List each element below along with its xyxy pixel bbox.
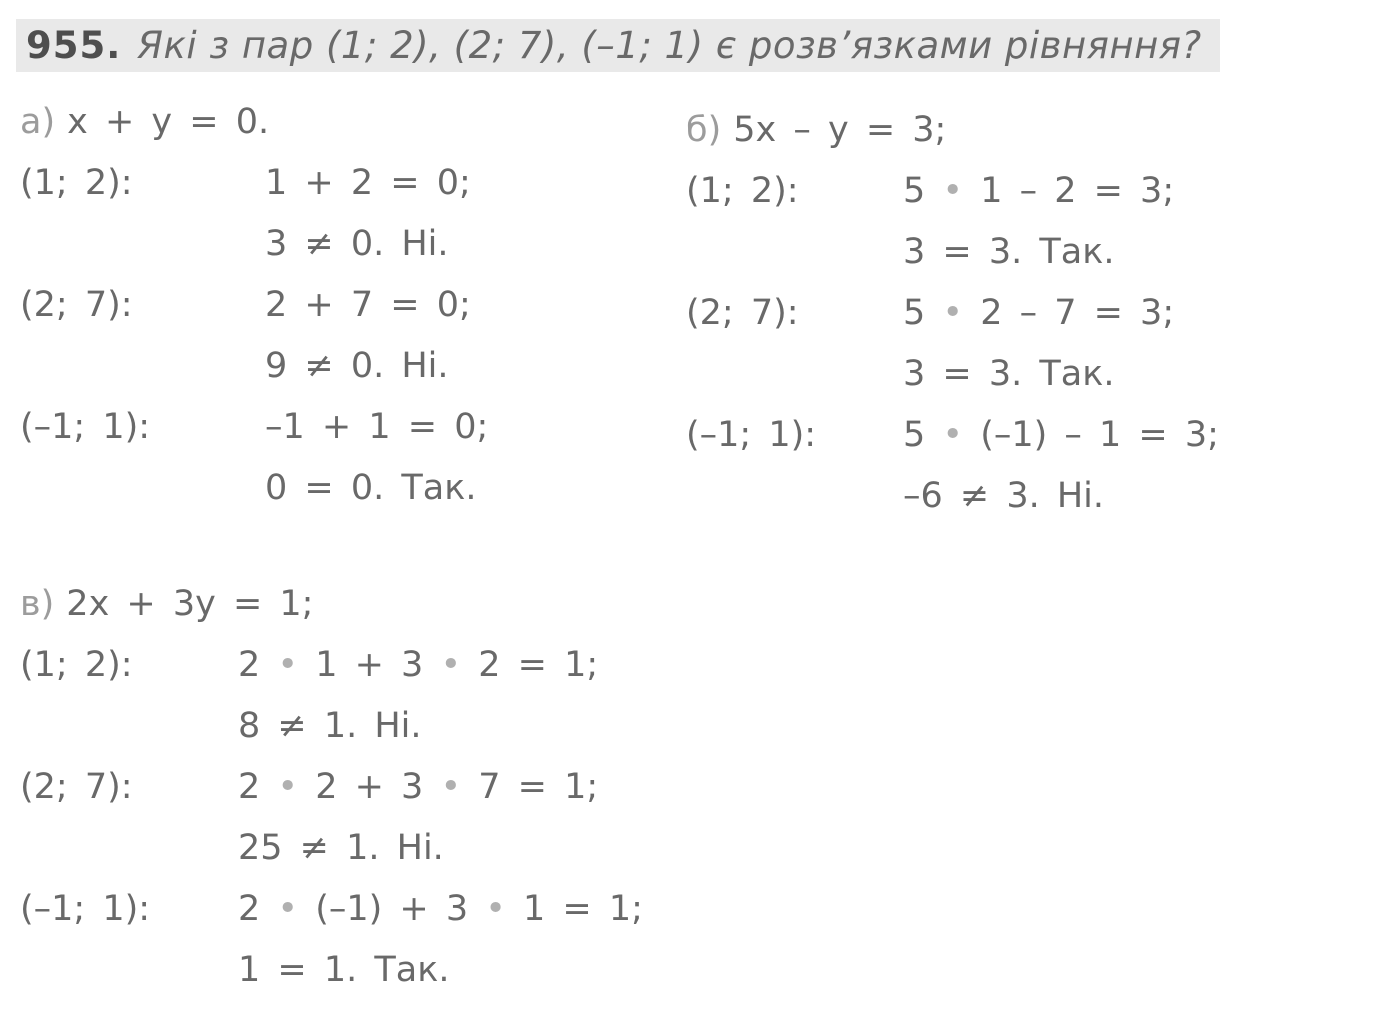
substitution-line: 5 • (–1) – 1 = 3; bbox=[903, 415, 1219, 455]
equation-a: x + y = 0. bbox=[67, 102, 270, 142]
spacer bbox=[20, 940, 238, 1001]
conclusion-line: –6 ≠ 3. Ні. bbox=[903, 476, 1105, 516]
conclusion-line: 25 ≠ 1. Ні. bbox=[238, 828, 444, 868]
substitution-line: 2 + 7 = 0; bbox=[265, 285, 471, 325]
equation-b: 5x – y = 3; bbox=[733, 110, 947, 150]
spacer bbox=[20, 336, 265, 397]
section-a-heading bbox=[20, 92, 488, 153]
spacer bbox=[20, 696, 238, 757]
pair-label: (–1; 1): bbox=[686, 415, 817, 455]
pair-label: (1; 2): bbox=[686, 171, 799, 211]
section-v bbox=[20, 574, 643, 1001]
problem-number: 955. bbox=[26, 24, 122, 67]
substitution-line: 2 • 1 + 3 • 2 = 1; bbox=[238, 645, 599, 685]
conclusion-line: 3 = 3. Так. bbox=[903, 354, 1115, 394]
spacer bbox=[686, 344, 903, 405]
problem-header bbox=[16, 19, 1220, 72]
pair-label: (2; 7): bbox=[686, 293, 799, 333]
part-letter-v: в) bbox=[20, 584, 55, 624]
conclusion-line: 1 = 1. Так. bbox=[238, 950, 450, 990]
conclusion-line: 8 ≠ 1. Ні. bbox=[238, 706, 422, 746]
conclusion-line: 3 = 3. Так. bbox=[903, 232, 1115, 272]
spacer bbox=[20, 214, 265, 275]
pair-label: (–1; 1): bbox=[20, 889, 151, 929]
section-b-heading bbox=[686, 100, 1219, 161]
substitution-line: 1 + 2 = 0; bbox=[265, 163, 471, 203]
section-a bbox=[20, 92, 488, 519]
substitution-line: 2 • (–1) + 3 • 1 = 1; bbox=[238, 889, 643, 929]
spacer bbox=[20, 458, 265, 519]
substitution-line: 2 • 2 + 3 • 7 = 1; bbox=[238, 767, 599, 807]
section-v-heading bbox=[20, 574, 643, 635]
conclusion-line: 9 ≠ 0. Ні. bbox=[265, 346, 449, 386]
pair-label: (2; 7): bbox=[20, 767, 133, 807]
spacer bbox=[686, 222, 903, 283]
substitution-line: –1 + 1 = 0; bbox=[265, 407, 489, 447]
conclusion-line: 0 = 0. Так. bbox=[265, 468, 477, 508]
pair-label: (1; 2): bbox=[20, 645, 133, 685]
part-letter-a: а) bbox=[20, 102, 56, 142]
conclusion-line: 3 ≠ 0. Ні. bbox=[265, 224, 449, 264]
pair-label: (2; 7): bbox=[20, 285, 133, 325]
section-b bbox=[686, 100, 1219, 527]
pair-label: (–1; 1): bbox=[20, 407, 151, 447]
substitution-line: 5 • 1 – 2 = 3; bbox=[903, 171, 1175, 211]
spacer bbox=[686, 466, 903, 527]
part-letter-b: б) bbox=[686, 110, 722, 150]
pair-label: (1; 2): bbox=[20, 163, 133, 203]
substitution-line: 5 • 2 – 7 = 3; bbox=[903, 293, 1175, 333]
spacer bbox=[20, 818, 238, 879]
equation-v: 2x + 3y = 1; bbox=[66, 584, 314, 624]
problem-question: Які з пар (1; 2), (2; 7), (–1; 1) є розв’язками рівняння? bbox=[137, 24, 1202, 67]
